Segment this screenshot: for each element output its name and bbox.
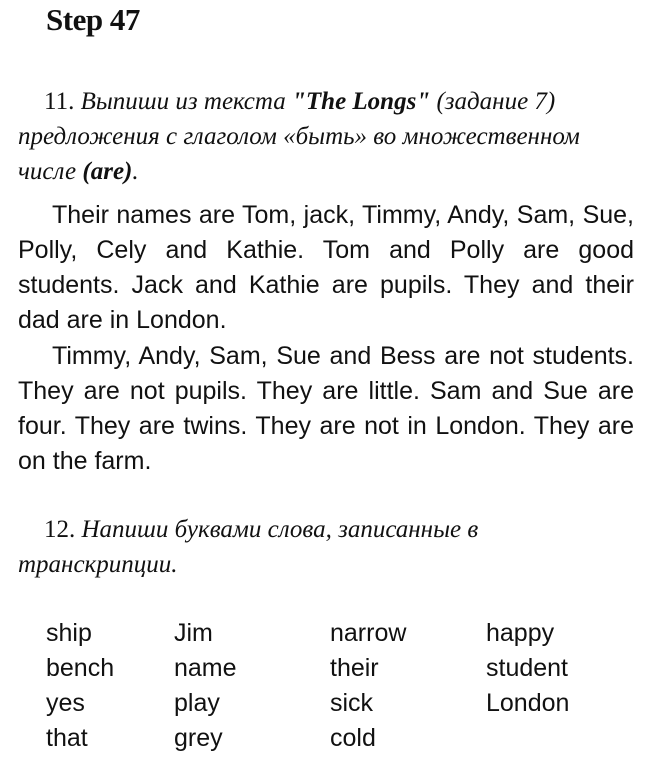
word-item: student [486, 654, 569, 682]
word-item: narrow [330, 619, 407, 647]
word-item: their [330, 654, 379, 682]
task-11-instruction-part2: (задание 7) предложения с глаголом «быть» во множественном числе [18, 88, 580, 185]
task-12-number: 12. [44, 516, 76, 543]
answer-paragraph-1: Their names are Tom, jack, Timmy, Andy, Sam, Sue, Polly, Cely and Kathie. Tom and Polly are good students. Jack and Kathie are pupils. They and their dad are in London. [18, 201, 634, 334]
target-verb: (are) [82, 158, 133, 185]
word-grid [46, 616, 606, 756]
task-12-instruction [18, 512, 632, 582]
task-11-instruction-end: . [132, 158, 139, 185]
task-11-number: 11. [44, 88, 75, 115]
word-item: yes [46, 689, 85, 717]
word-item: ship [46, 619, 92, 647]
word-item: grey [174, 724, 223, 752]
word-item: Jim [174, 619, 213, 647]
task-12-instruction-text: Напиши буквами слова, записанные в транскрипции. [18, 516, 479, 578]
word-item: bench [46, 654, 115, 682]
answer-text [18, 198, 634, 479]
task-11-instruction-part1: Выпиши из текста [80, 88, 293, 115]
source-text-title: "The Longs" [292, 88, 431, 115]
answer-paragraph-2: Timmy, Andy, Sam, Sue and Bess are not students. They are not pupils. They are little. Sam and Sue are four. They are twins. They are not in London. They are on the farm. [18, 342, 634, 475]
word-item: cold [330, 724, 376, 752]
word-item: name [174, 654, 237, 682]
page-heading: Step 47 [46, 2, 140, 37]
word-item: London [486, 689, 570, 717]
word-item: sick [330, 689, 374, 717]
word-item: happy [486, 619, 555, 647]
word-item: play [174, 689, 220, 717]
word-item: that [46, 724, 88, 752]
task-11-instruction [18, 84, 632, 189]
